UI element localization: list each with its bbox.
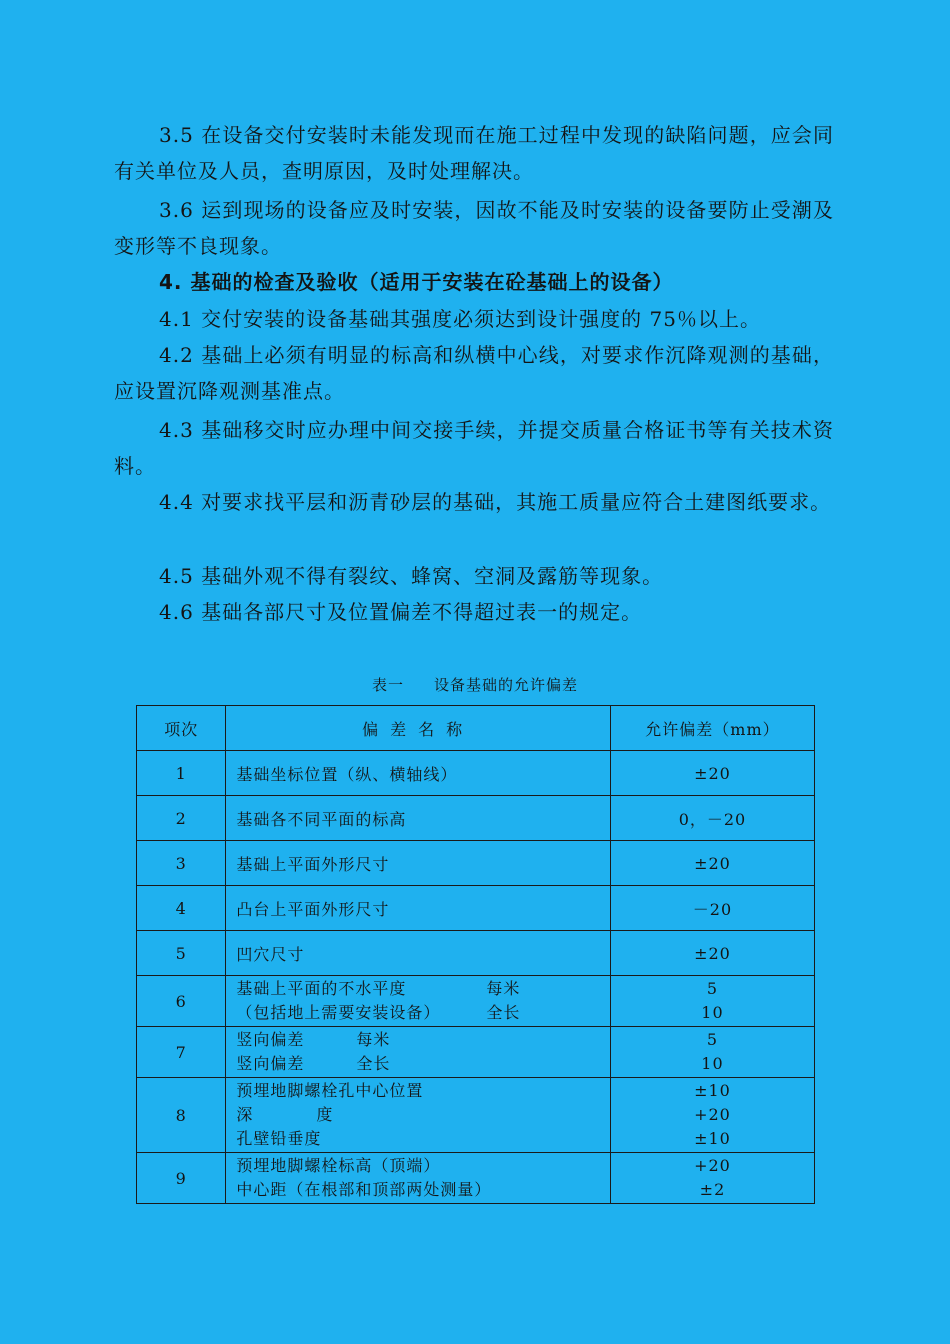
row-no: 1 [137, 751, 226, 796]
table-row [137, 976, 815, 1027]
paragraph-4-5: 4.5 基础外观不得有裂纹、蜂窝、空洞及露筋等现象。 [159, 564, 664, 588]
row-no: 9 [137, 1153, 226, 1204]
row-tolerance: ±20 [610, 931, 814, 976]
tolerance-table [136, 705, 815, 1204]
table-row [137, 1153, 815, 1204]
header-allowed-deviation: 允许偏差（mm） [610, 706, 814, 751]
row-no: 4 [137, 886, 226, 931]
row-tolerance: ±20 [610, 751, 814, 796]
table-row [137, 841, 815, 886]
row-tolerance: ±20 [610, 841, 814, 886]
header-deviation-name: 偏差名称 [226, 706, 611, 751]
table-header-row [137, 706, 815, 751]
row-name: 凸台上平面外形尺寸 [226, 886, 611, 931]
row-name: 预埋地脚螺栓孔中心位置 深 度 孔壁铅垂度 [226, 1078, 611, 1153]
row-name: 基础上平面的不水平度 每米 （包括地上需要安装设备） 全长 [226, 976, 611, 1027]
paragraph-3-6: 3.6 运到现场的设备应及时安装，因故不能及时安装的设备要防止受潮及变形等不良现象。 [114, 198, 834, 258]
row-no: 8 [137, 1078, 226, 1153]
row-name: 基础各不同平面的标高 [226, 796, 611, 841]
row-tolerance: +20 ±2 [610, 1153, 814, 1204]
table-row [137, 886, 815, 931]
row-no: 5 [137, 931, 226, 976]
row-tolerance: 5 10 [610, 1027, 814, 1078]
table-title: 设备基础的允许偏差 [434, 676, 579, 694]
table-number: 表一 [371, 676, 404, 694]
table-row [137, 1027, 815, 1078]
row-name: 基础上平面外形尺寸 [226, 841, 611, 886]
row-name: 竖向偏差 每米 竖向偏差 全长 [226, 1027, 611, 1078]
row-tolerance: ±10 +20 ±10 [610, 1078, 814, 1153]
table-row [137, 931, 815, 976]
row-tolerance: 0，－20 [610, 796, 814, 841]
row-tolerance: －20 [610, 886, 814, 931]
row-no: 3 [137, 841, 226, 886]
header-item-no: 项次 [137, 706, 226, 751]
paragraph-4-3: 4.3 基础移交时应办理中间交接手续，并提交质量合格证书等有关技术资料。 [114, 418, 834, 478]
table-row [137, 796, 815, 841]
section-heading-4: 4. 基础的检查及验收（适用于安装在砼基础上的设备） [159, 270, 674, 294]
table-caption [0, 674, 950, 695]
paragraph-4-4: 4.4 对要求找平层和沥青砂层的基础，其施工质量应符合土建图纸要求。 [159, 490, 832, 514]
paragraph-4-1: 4.1 交付安装的设备基础其强度必须达到设计强度的 75％以上。 [159, 307, 761, 331]
row-no: 7 [137, 1027, 226, 1078]
paragraph-4-2: 4.2 基础上必须有明显的标高和纵横中心线，对要求作沉降观测的基础，应设置沉降观测基准点。 [114, 343, 834, 403]
paragraph-4-6: 4.6 基础各部尺寸及位置偏差不得超过表一的规定。 [159, 600, 643, 624]
row-name: 预埋地脚螺栓标高（顶端） 中心距（在根部和顶部两处测量） [226, 1153, 611, 1204]
table-row [137, 751, 815, 796]
row-tolerance: 5 10 [610, 976, 814, 1027]
row-name: 基础坐标位置（纵、横轴线） [226, 751, 611, 796]
row-no: 2 [137, 796, 226, 841]
row-name: 凹穴尺寸 [226, 931, 611, 976]
paragraph-3-5: 3.5 在设备交付安装时未能发现而在施工过程中发现的缺陷问题，应会同有关单位及人员，查明原因，及时处理解决。 [114, 123, 834, 183]
table-row [137, 1078, 815, 1153]
row-no: 6 [137, 976, 226, 1027]
